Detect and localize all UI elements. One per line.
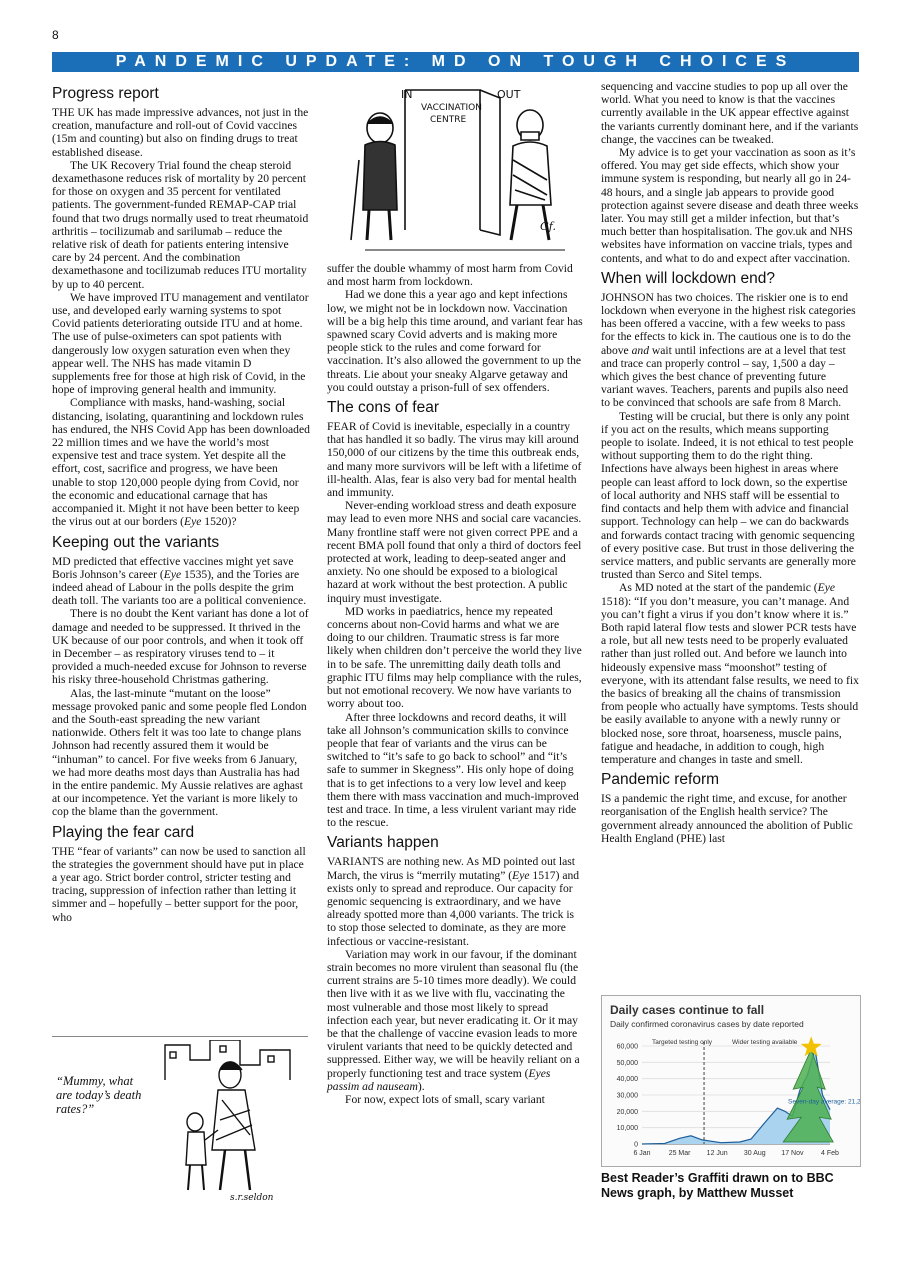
cartoon-signature: s.r.seldon — [230, 1193, 274, 1203]
y-tick-label: 40,000 — [616, 1076, 638, 1084]
x-tick-label: 6 Jan — [633, 1150, 651, 1157]
divider — [52, 1036, 308, 1037]
cartoon-label-in: IN — [401, 88, 413, 101]
annotation-targeted: Targeted testing only — [652, 1039, 713, 1046]
paragraph: Alas, the last-minute “mutant on the loose” message provoked panic and some people fled London and the South-east spreading the new variant nationwide. Others felt it was too late to change plans Johnson had recently assured them it would be “inhuman” to cancel. For five weeks from 6 January, we had more deaths most days than Australia has had in the entire pandemic. My Aussie relatives are aghast at our incompetence. Yet the variant is more likely to cop the blame than the government. — [52, 686, 307, 819]
paragraph: Variation may work in our favour, if the dominant strain becomes no more virulent than seasonal flu (the current strains are 5-10 times more deadly). We could then live with it as we live with flu, vaccinating the most vulnerable and those most likely to spread infection each year, but never eradicating it. Or it may be that the challenge of vaccine evasion leads to more virulent variants that need to be quickly detected and suppressed. Either way, we will be heavily reliant on a properly functioning test and trace system (Eyes passim ad nauseam). — [327, 947, 580, 1093]
paragraph: FEAR of Covid is inevitable, especially in a country that has handled it so badly. The virus may kill around 150,000 of our citizens by the time this outbreak ends, and many more survivors will be left with a lifetime of ill-health. Alas, fear is also very bad for mental health and immunity. — [327, 420, 582, 500]
section-banner: PANDEMIC UPDATE: MD ON TOUGH CHOICES — [52, 52, 859, 72]
x-tick-label: 25 Mar — [668, 1150, 691, 1157]
paragraph: THE “fear of variants” can now be used to sanction all the strategies the government should have put in place a year ago. Strict border control, stricter testing and tracing, suppression of infection rather than letting it simmer and – hopefully – better support for the poor, who — [52, 844, 306, 924]
cartoon-sign-line1: VACCINATION — [421, 103, 482, 113]
y-tick-label: 50,000 — [616, 1059, 638, 1067]
heading-keeping-out-variants: Keeping out the variants — [52, 533, 220, 551]
graffiti-caption: Best Reader’s Graffiti drawn on to BBC News graph, by Matthew Musset — [601, 1171, 834, 1200]
column-3 — [601, 80, 859, 845]
cartoon-sign-line2: CENTRE — [430, 115, 467, 125]
vaccination-cartoon — [335, 80, 585, 258]
paragraph: MD predicted that effective vaccines might yet save Boris Johnson’s career (Eye 1535), and the Tories are indeed ahead of Labour in the polls despite the grim death toll. The variants too are a political convenience. — [52, 554, 307, 608]
paragraph: Had we done this a year ago and kept infections low, we might not be in lockdown now. Vaccination will be a big help this time around, and variant fear has spawned scary Covid adverts and is making more people stick to the rules and come forward for vaccination. It’s also allowed the government to up the threats. Lie about your sneaky Algarve getaway and you could outstay a prison-full of sex offenders. — [327, 288, 583, 394]
paragraph: Never-ending workload stress and death exposure may lead to even more NHS and social care vacancies. Many frontline staff were not given correct PPE and a recent BMA poll found that only a third of doctors feel protected at work, leading to deep-seated anger and anxiety. No one should be exposed to a biological hazard at work without the best protection. A public inquiry must investigate. — [327, 499, 582, 605]
page-number: 8 — [52, 28, 59, 42]
cartoon-label-out: OUT — [497, 88, 521, 101]
y-tick-label: 10,000 — [616, 1125, 638, 1133]
paragraph: JOHNSON has two choices. The riskier one is to end lockdown when everyone in the highest risk categories has been offered a vaccine, with a few weeks to pass for the effects to kick in. The cautious one is to do the above and wait until infections are at a level that test and trace can properly control – say, 1,500 a day – which gives the best chance of preventing future variant waves. Teachers, parents and pupils also need to be convinced that schools are safe from 8 March. — [601, 290, 856, 410]
y-tick-label: 20,000 — [616, 1108, 638, 1116]
y-tick-label: 60,000 — [616, 1043, 638, 1051]
heading-pandemic-reform: Pandemic reform — [601, 771, 720, 789]
heading-progress-report: Progress report — [52, 85, 159, 102]
y-tick-label: 30,000 — [616, 1092, 638, 1100]
paragraph: sequencing and vaccine studies to pop up all over the world. What you need to know is that the vaccines currently available in the UK appear effective against the variants currently dominant here, and if the variants change, the vaccines can be tweaked. — [601, 80, 859, 146]
heading-fear-card: Playing the fear card — [52, 823, 195, 841]
paragraph: As MD noted at the start of the pandemic (Eye 1518): “If you don’t measure, you can’t manage. And you can’t fight a virus if you don’t know where it is.” Both rapid lateral flow tests and slower PCR tests have a role, but all new tests need to be properly evaluated rather than just rolled out. And before we launch into hideously expensive mass “moonshot” testing of everyone, with its attendant false results, we need to fix the basics of breaking all the chains of transmission from people who actually have symptoms. Tests should be easily available to anyone with a newly runny or blocked nose, sore throat, hoarseness, muscle pains, fatigue and headache, in addition to cough, high temperature and changes in taste and smell. — [601, 581, 859, 766]
cartoon-signature: Gf. — [540, 220, 556, 233]
paragraph: suffer the double whammy of most harm from Covid and most harm from lockdown. — [327, 262, 573, 289]
chart-title: Daily cases continue to fall — [610, 1003, 765, 1017]
paragraph: IS a pandemic the right time, and excuse, for another reorganisation of the English health service? The government already announced the abolition of Public Health England (PHE) last — [601, 792, 853, 845]
paragraph: THE UK has made impressive advances, not just in the creation, manufacture and roll-out of Covid vaccines (15m and counting) but also on finding drugs to treat established disease. — [52, 106, 309, 159]
paragraph: Testing will be crucial, but there is only any point if you act on the results, which means supporting people to isolate. Indeed, it is not ethical to test people without supporting them to do the right thing. Infections have always been highest in areas where people can least afford to lock down, so the expertise of local authority and NHS staff will be essential to find contacts and help them with advice and financial support. Technology can help – we can do backwards and forwards contact tracing with genomic sequencing of every positive case. But trust in those delivering the service matters, and public servants are generally more trusted than Serco and Sitel temps. — [601, 409, 856, 582]
seven-day-average-label: Seven-day average: 21,246 — [788, 1098, 860, 1106]
paragraph: MD works in paediatrics, hence my repeated concerns about non-Covid harms and what we are doing to our children. Traumatic stress is far more likely when children don’t perceive the world they live in to be safe. The unremitting daily death tolls and graphic ITU films may help compliance with the rules, but not emotional recovery. We now have variants to worry about too. — [327, 604, 582, 711]
x-tick-label: 30 Aug — [743, 1150, 766, 1157]
cases-chart-panel — [601, 995, 861, 1167]
heading-cons-of-fear: The cons of fear — [327, 399, 440, 417]
column-2 — [327, 262, 585, 1106]
paragraph: After three lockdowns and record deaths, it will take all Johnson’s communication skills to convince people that fear of variants and the virus can be switched to “it’s safe to go back to school” and “it’s safe to summer in Skegness”. His only hope of doing that is to get infections to a very low level and keep them there with mass vaccination and much-improved test and trace. In time, a less virulent variant may ride to the rescue. — [327, 710, 579, 830]
annotation-wider: Wider testing available — [732, 1039, 798, 1046]
cases-chart — [602, 996, 860, 1166]
chart-subtitle: Daily confirmed coronavirus cases by date reported — [610, 1019, 804, 1029]
x-tick-label: 4 Feb — [821, 1150, 839, 1157]
cartoon-caption: “Mummy, what are today’s death rates?” — [56, 1074, 142, 1116]
paragraph: Compliance with masks, hand-washing, social distancing, isolating, quarantining and lockdown rules has endured, the NHS Covid App has been downloaded 22 million times and we have the world’s most expensive test and trace system. Yet despite all the effort, cost, sacrifice and progress, we have been unable to stop 120,000 people dying from Covid, nor the economic and educational carnage that has accompanied it. Might it not have been better to keep the virus out at our borders (Eye 1520)? — [52, 396, 310, 529]
heading-lockdown-end: When will lockdown end? — [601, 269, 776, 287]
paragraph: We have improved ITU management and ventilator use, and developed early warning systems to spot Covid patients deteriorating outside ITU and at home. The use of pulse-oximeters can spot patients with dangerously low oxygen saturation even when they appear well. The NHS has made vitamin D supplements free for those at high risk of Covid, in the hope of improving general health and immunity. — [52, 290, 309, 397]
paragraph: There is no doubt the Kent variant has done a lot of damage and needed to be suppressed. It thrived in the UK because of our poor controls, and when it took off in December – as respiratory viruses tend to – it provided a much-needed excuse for Johnson to reverse his risky three-household Christmas gathering. — [52, 607, 309, 687]
x-tick-label: 17 Nov — [781, 1150, 804, 1157]
mummy-cartoon — [150, 1040, 310, 1205]
column-1 — [52, 80, 310, 924]
paragraph: The UK Recovery Trial found the cheap steroid dexamethasone reduces risk of mortality by 20 percent for those on oxygen and 35 percent for ventilated patients. The government-funded REMAP-CAP trial found that two drugs normally used to treat rheumatoid arthritis – tocilizumab and sarilumab – reduce the relative risk of death for patients entering intensive care by 24 percent. And the combination dexamethasone and tocilizumab reduces ITU mortality by up to 40 percent. — [52, 158, 309, 291]
paragraph: VARIANTS are nothing new. As MD pointed out last March, the virus is “merrily mutating” (Eye 1517) and exists only to spread and reproduce. Our capacity for genomic sequencing is extraordinary, and we have already spotted more than 4,000 variants. The trick is to stop those selected to dominate, as they are more infectious or vaccine-resistant. — [327, 855, 580, 948]
heading-variants-happen: Variants happen — [327, 834, 439, 852]
y-tick-label: 0 — [634, 1141, 638, 1149]
paragraph: My advice is to get your vaccination as soon as it’s offered. You may get side effects, which show your immune system is responding, but nearly all go in 24-48 hours, and a single jab appears to provide good protection against severe disease and death three weeks later. You may still get a milder infection, but that’s much better than hospitalisation. The gov.uk and NHS websites have information on vaccine trials, types and contents, and what to do and expect after vaccination. — [601, 146, 859, 265]
x-tick-label: 12 Jun — [706, 1150, 728, 1157]
paragraph: For now, expect lots of small, scary variant — [345, 1092, 545, 1106]
